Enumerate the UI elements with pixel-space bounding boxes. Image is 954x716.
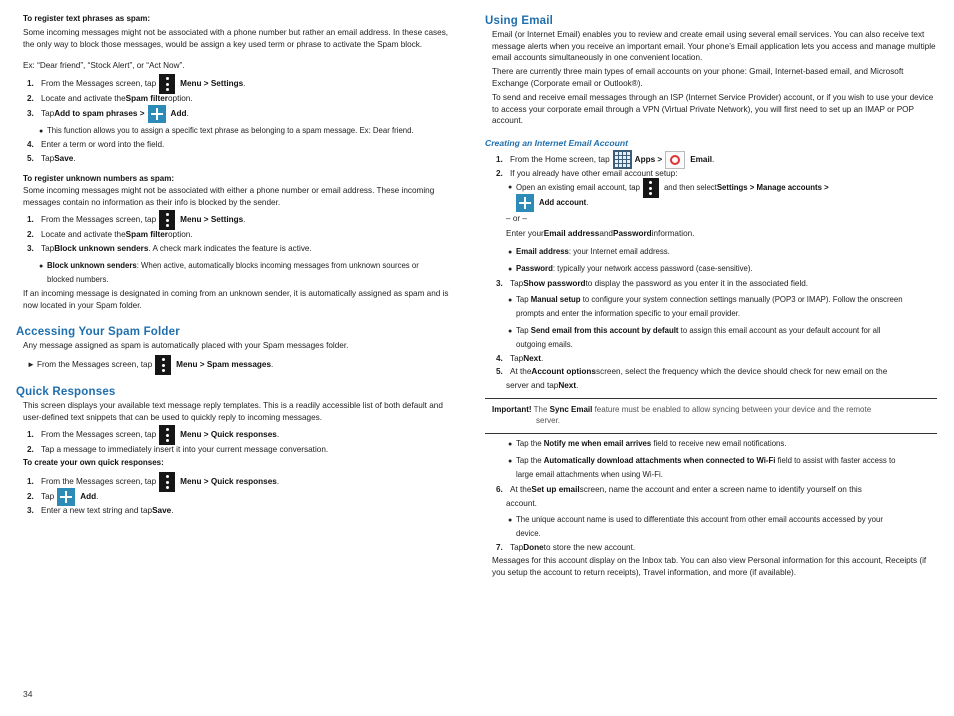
email-intro-2: There are currently three main types of email accounts on your phone: Gmail, Internet-based email, and Microsoft Exchange (Corporate email or Outlook®).	[492, 67, 904, 88]
unknown-numbers-heading: To register unknown numbers as spam:	[23, 174, 174, 183]
add-icon	[57, 488, 75, 506]
email-address-bullet: ● Email address: your Internet email address.	[508, 247, 670, 256]
unique-name-bullet-cont: device.	[516, 529, 541, 538]
quick-responses-intro: This screen displays your available text message reply templates. This is a readily accessible list of both default and user-defined text snippets that can be used to quickly reply to incoming messages.	[23, 401, 443, 422]
or-separator: – or –	[506, 214, 527, 223]
create-step-3: 3. Enter a new text string and tap Save .	[27, 506, 174, 515]
spam-step-5: 5. Tap Save .	[27, 154, 76, 163]
spam-step-1: 1. From the Messages screen, tap Menu > Settings .	[27, 74, 245, 94]
add-icon	[516, 194, 534, 212]
default-account-bullet-cont: outgoing emails.	[516, 340, 573, 349]
important-bottom-rule	[485, 433, 937, 434]
spam-folder-title: Accessing Your Spam Folder	[16, 326, 180, 338]
create-step-2: 2. Tap Add .	[27, 488, 98, 506]
unknown-numbers-intro: Some incoming messages might not be associated with either a phone number or email address. These incoming messages contain no information as their info is blocked by the sender.	[23, 186, 435, 207]
menu-icon	[159, 425, 175, 445]
important-note: Important! The Sync Email feature must be enabled to allow syncing between your device and the remote	[492, 405, 872, 414]
email-app-icon	[665, 151, 685, 169]
spam-folder-intro: Any message assigned as spam is automatically placed with your Spam messages folder.	[23, 341, 349, 350]
menu-icon	[643, 178, 659, 198]
manual-setup-bullet: ● Tap Manual setup to configure your system connection settings manually (POP3 or IMAP). Follow the onscreen	[508, 295, 903, 304]
auto-download-bullet-cont: large email attachments when using Wi-Fi.	[516, 470, 663, 479]
page-number: 34	[23, 689, 33, 699]
email-step-3: 3. Tap Show password to display the password as you enter it in the associated field.	[496, 279, 809, 288]
auto-download-bullet: ● Tap the Automatically download attachments when connected to Wi-Fi field to assist with faster access to	[508, 456, 896, 465]
email-step-1: 1. From the Home screen, tap Apps > Email .	[496, 150, 714, 169]
email-step-6: 6. At the Set up email screen, name the account and enter a screen name to identify yourself on this	[496, 485, 862, 494]
menu-icon	[159, 472, 175, 492]
create-step-1: 1. From the Messages screen, tap Menu > Quick responses .	[27, 472, 279, 492]
spam-step-3: 3. Tap Add to spam phrases > Add .	[27, 105, 189, 123]
important-note-cont: server.	[536, 416, 561, 425]
email-step-7: 7. Tap Done to store the new account.	[496, 543, 636, 552]
unknown-step-3-bullet: ● Block unknown senders: When active, automatically blocks incoming messages from unknown sources or	[39, 261, 419, 270]
quick-step-2: 2. Tap a message to immediately insert it into your current message conversation.	[27, 445, 329, 454]
spam-step-2: 2. Locate and activate the Spam filter option.	[27, 94, 193, 103]
default-account-bullet: ● Tap Send email from this account by default to assign this email account as your default account for all	[508, 326, 881, 335]
email-step-5-cont: server and tap Next .	[506, 381, 579, 390]
spam-folder-step: ► From the Messages screen, tap Menu > Spam messages .	[27, 355, 273, 375]
email-step-4: 4. Tap Next .	[496, 354, 544, 363]
create-account-title: Creating an Internet Email Account	[485, 138, 628, 148]
quick-step-1: 1. From the Messages screen, tap Menu > Quick responses .	[27, 425, 279, 445]
apps-grid-icon	[613, 150, 632, 169]
add-icon	[148, 105, 166, 123]
email-step-6-cont: account.	[506, 499, 537, 508]
menu-icon	[159, 210, 175, 230]
create-quick-heading: To create your own quick responses:	[23, 458, 164, 467]
password-bullet: ● Password: typically your network access password (case-sensitive).	[508, 264, 753, 273]
menu-icon	[159, 74, 175, 94]
unknown-step-1: 1. From the Messages screen, tap Menu > Settings .	[27, 210, 245, 230]
unique-name-bullet: ● The unique account name is used to differentiate this account from other email accounts accessed by your	[508, 515, 883, 524]
spam-phrases-example: Ex: “Dear friend”, “Stock Alert”, or “Act Now”.	[23, 61, 185, 70]
important-top-rule	[485, 398, 937, 399]
spam-step-3-bullet: ● This function allows you to assign a specific text phrase as belonging to a spam message. Ex: Dear friend.	[39, 126, 414, 135]
spam-phrases-intro: Some incoming messages might not be associated with a phone number but rather an email address. In these cases, the only way to block those messages, would be assign a key used term or phrase to activate the Spam block.	[23, 28, 449, 49]
notify-bullet: ● Tap the Notify me when email arrives field to receive new email notifications.	[508, 439, 787, 448]
email-intro-3: To send and receive email messages through an ISP (Internet Service Provider) account, or if you wish to use your device to access your corporate email through a VPN (Virtual Private Network), you will first need to set up an IMAP or POP account.	[492, 93, 934, 125]
unknown-step-3-bullet-cont: blocked numbers.	[47, 275, 109, 284]
unknown-step-3: 3. Tap Block unknown senders . A check mark indicates the feature is active.	[27, 244, 312, 253]
spam-phrases-heading: To register text phrases as spam:	[23, 14, 151, 23]
spam-step-4: 4. Enter a term or word into the field.	[27, 140, 165, 149]
quick-responses-title: Quick Responses	[16, 386, 116, 398]
using-email-title: Using Email	[485, 15, 554, 27]
unknown-numbers-outro: If an incoming message is designated in coming from an unknown sender, it is automatically assigned as spam and is now located in your Spam folder.	[23, 289, 449, 310]
menu-icon	[155, 355, 171, 375]
manual-setup-bullet-cont: prompts and enter the information specific to your email provider.	[516, 309, 741, 318]
email-step-5: 5. At the Account options screen, select the frequency which the device should check for new email on the	[496, 367, 888, 376]
email-step-2-bullet-1: ● Open an existing email account, tap and then select Settings > Manage accounts >	[508, 178, 829, 198]
email-step-2-bullet-1-cont: Add account .	[516, 194, 588, 212]
email-step-2: 2. If you already have other email account setup:	[496, 169, 678, 178]
email-outro: Messages for this account display on the Inbox tab. You can also view Personal information for this account, Receipts (if you setup the account to return receipts), Travel information, and more (if available).	[492, 556, 927, 577]
email-intro-1: Email (or Internet Email) enables you to review and create email using several email services. You can also receive text message alerts when you receive an important email. Your phone’s Email application lets you access and manage multiple email accounts simultaneously in one convenient location.	[492, 30, 936, 62]
enter-credentials: Enter your Email address and Password information.	[506, 229, 695, 238]
unknown-step-2: 2. Locate and activate the Spam filter option.	[27, 230, 193, 239]
